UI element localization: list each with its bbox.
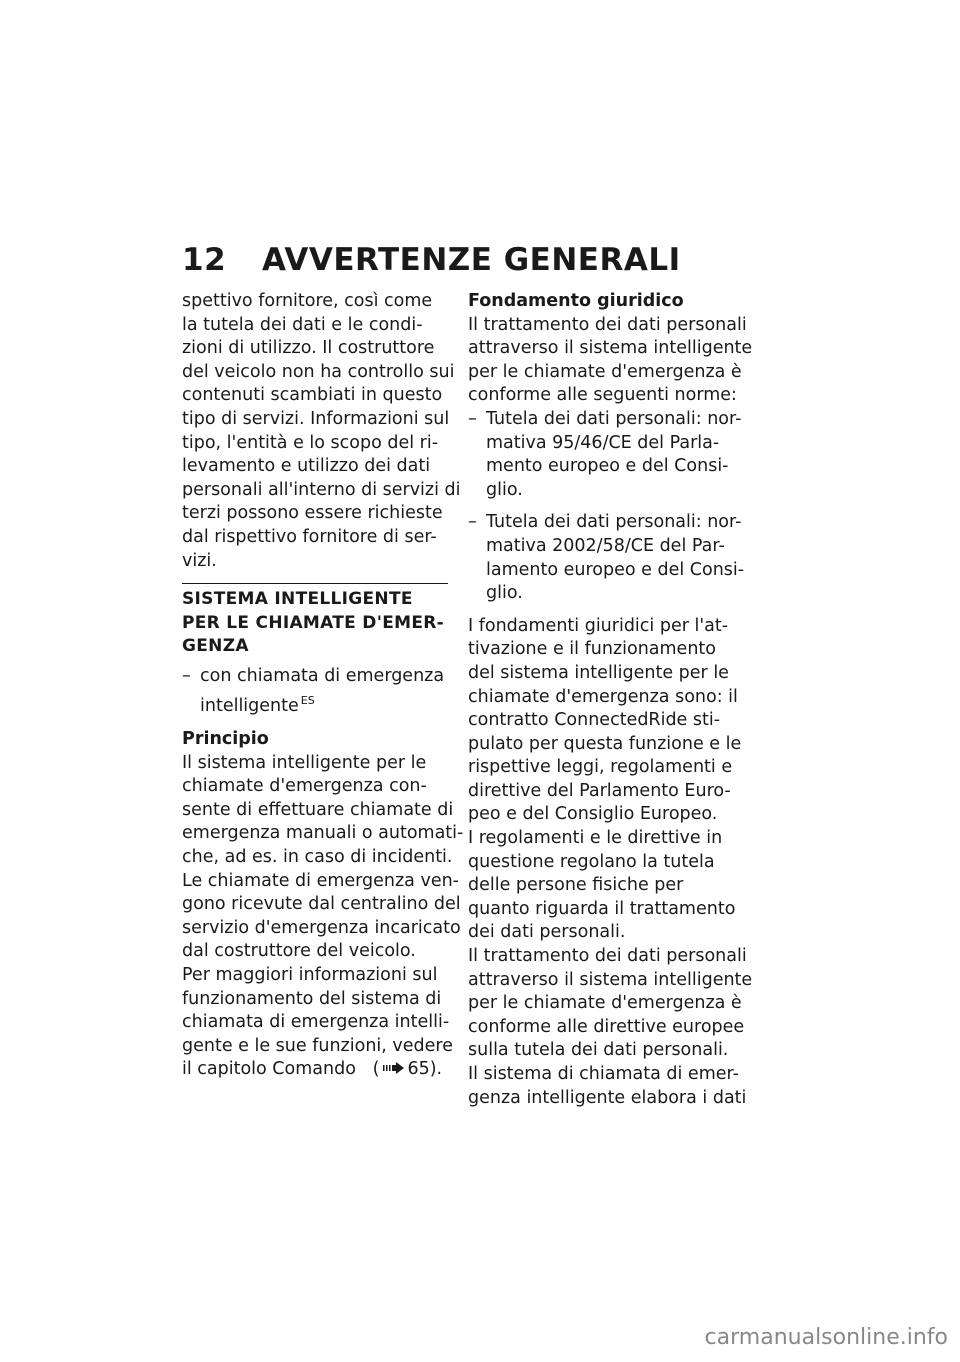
bullet-text: Tutela dei dati personali: nor- — [486, 408, 742, 429]
bullet-text: mento europeo e del Consi- — [486, 456, 729, 477]
bullet-text: glio. — [486, 583, 523, 604]
text-line: dei dati personali. — [468, 922, 626, 943]
text-line: che, ad es. in caso di incidenti. — [182, 847, 453, 868]
text-line: peo e del Consiglio Europeo. — [468, 804, 718, 825]
spacer — [182, 718, 454, 728]
text-line: del sistema intelligente per le — [468, 662, 729, 683]
text-line: tivazione e il funzionamento — [468, 639, 716, 660]
text-line: Il sistema intelligente per le — [182, 752, 427, 773]
bullet-dash: – — [468, 408, 477, 429]
text-line: Il trattamento dei dati personali — [468, 946, 747, 967]
subheading-principio: Principio — [182, 729, 269, 750]
chapter-heading — [182, 242, 681, 278]
text-line: spettivo fornitore, così come — [182, 291, 433, 311]
text-line: contenuti scambiati in questo — [182, 385, 443, 406]
bullet-text: lamento europeo e del Consi- — [486, 559, 745, 580]
fondamento-intro — [468, 314, 753, 408]
bullet-dash: – — [182, 665, 191, 686]
intro-paragraph — [182, 290, 461, 573]
text-line: funzionamento del sistema di — [182, 988, 442, 1009]
reference-prefix: il capitolo Comando — [182, 1059, 356, 1080]
text-line: per le chiamate d'emergenza è — [468, 361, 742, 382]
text-line: terzi possono essere richieste — [182, 503, 443, 524]
bullet-text: glio. — [486, 479, 523, 500]
site-watermark: carmanualsonline.info — [704, 1325, 948, 1350]
text-line: Le chiamate di emergenza ven- — [182, 870, 460, 891]
bullet-line — [182, 665, 454, 689]
spacer — [468, 502, 740, 511]
bullet-line — [468, 511, 740, 535]
text-line: del veicolo non ha controllo sui — [182, 361, 455, 382]
text-line: levamento e utilizzo dei dati — [182, 456, 431, 477]
text-line: pulato per questa funzione e le — [468, 733, 742, 754]
bullet-item — [468, 511, 745, 605]
bullet-text: intelligente — [200, 695, 299, 716]
reference-open-paren: ( — [372, 1059, 380, 1080]
bullet-line — [468, 408, 740, 432]
spacer — [468, 606, 740, 615]
text-line: delle persone fisiche per — [468, 875, 684, 896]
text-line: emergenza manuali o automati- — [182, 823, 464, 844]
text-line: chiamata di emergenza intelli- — [182, 1012, 450, 1033]
text-line: per le chiamate d'emergenza è — [468, 993, 742, 1014]
text-line: dal rispettivo fornitore di ser- — [182, 526, 437, 547]
section-title — [182, 588, 454, 659]
text-line: tipo, l'entità e lo scopo del ri- — [182, 432, 439, 453]
text-line: sulla tutela dei dati personali. — [468, 1040, 729, 1061]
text-line: genza intelligente elabora i dati — [468, 1087, 747, 1108]
text-line: direttive del Parlamento Euro- — [468, 780, 731, 801]
text-line: vizi. — [182, 550, 217, 571]
bullet-dash: – — [468, 512, 477, 533]
text-line: gente e le sue funzioni, vedere — [182, 1035, 453, 1056]
text-line: servizio d'emergenza incaricato — [182, 917, 461, 938]
bullet-text: mativa 95/46/CE del Parla- — [486, 432, 720, 453]
text-line: I fondamenti giuridici per l'at- — [468, 615, 729, 636]
section-title-line: SISTEMA INTELLIGENTE — [182, 589, 413, 610]
text-line: la tutela dei dati e le condi- — [182, 314, 423, 335]
text-line: Il sistema di chiamata di emer- — [468, 1064, 739, 1084]
text-line: Per maggiori informazioni sul — [182, 965, 438, 986]
text-line: zioni di utilizzo. Il costruttore — [182, 338, 435, 359]
market-superscript: ES — [300, 693, 315, 707]
bullet-text: mativa 2002/58/CE del Par- — [486, 535, 725, 556]
text-line: chiamate d'emergenza sono: il — [468, 686, 738, 707]
text-line: conforme alle seguenti norme: — [468, 385, 737, 406]
text-line: conforme alle direttive europee — [468, 1016, 745, 1037]
text-line: rispettive leggi, regolamenti e — [468, 757, 733, 778]
section-title-line: GENZA — [182, 636, 249, 657]
section-divider — [182, 583, 448, 584]
text-line: quanto riguarda il trattamento — [468, 898, 736, 919]
principio-paragraph — [182, 752, 464, 1082]
bullet-line — [182, 689, 454, 719]
text-line: dal costruttore del veicolo. — [182, 941, 416, 962]
text-line: attraverso il sistema intelligente — [468, 338, 753, 359]
bullet-text: Tutela dei dati personali: nor- — [486, 512, 742, 533]
text-line: attraverso il sistema intelligente — [468, 969, 753, 990]
section-title-line: PER LE CHIAMATE D'EMER- — [182, 612, 445, 633]
text-line: chiamate d'emergenza con- — [182, 776, 427, 797]
bullet-item — [182, 665, 454, 718]
subheading-fondamento: Fondamento giuridico — [468, 291, 684, 311]
right-column — [468, 290, 753, 1110]
text-line: sente di effettuare chiamate di — [182, 799, 454, 820]
text-line: contratto ConnectedRide sti- — [468, 710, 721, 731]
chapter-number: 12 — [182, 242, 227, 278]
chapter-title: AVVERTENZE GENERALI — [262, 242, 681, 278]
text-line: personali all'interno di servizi di — [182, 479, 461, 500]
text-line: questione regolano la tutela — [468, 851, 715, 872]
text-line: tipo di servizi. Informazioni sul — [182, 408, 450, 429]
text-line-with-reference — [182, 1058, 454, 1082]
page-reference-arrow-icon — [383, 1058, 405, 1082]
left-column — [182, 290, 464, 1082]
bullet-text: con chiamata di emergenza — [200, 665, 445, 686]
text-line: Il trattamento dei dati personali — [468, 314, 747, 335]
bullet-item — [468, 408, 740, 502]
fondamenti-paragraph — [468, 615, 753, 1110]
text-line: I regolamenti e le direttive in — [468, 828, 723, 849]
text-line: gono ricevute dal centralino del — [182, 894, 461, 915]
page-reference[interactable]: 65). — [407, 1059, 443, 1080]
